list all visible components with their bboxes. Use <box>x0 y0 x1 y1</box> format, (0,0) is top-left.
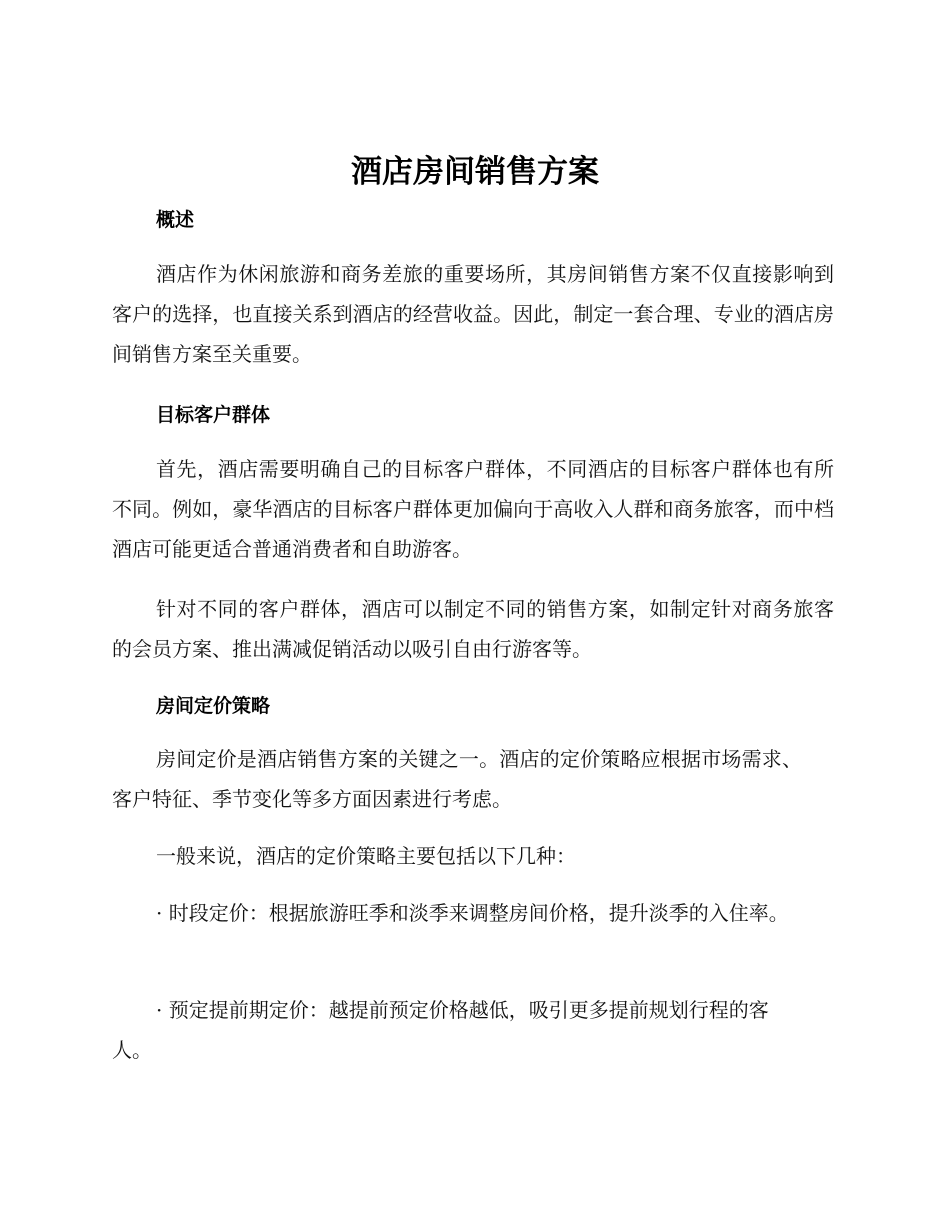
paragraph-target-customers-2: 针对不同的客户群体，酒店可以制定不同的销售方案，如制定针对商务旅客的会员方案、推出满减促销活动以吸引自由行游客等。 <box>112 597 834 661</box>
section-heading-pricing-strategy: 房间定价策略 <box>156 695 271 717</box>
document-title: 酒店房间销售方案 <box>351 154 599 190</box>
paragraph-pricing-strategy-1: 房间定价是酒店销售方案的关键之一。酒店的定价策略应根据市场需求、客户特征、季节变化等多方面因素进行考虑。 <box>112 747 802 811</box>
paragraph-pricing-strategy-2: 一般来说，酒店的定价策略主要包括以下几种： <box>156 844 576 868</box>
bullet-advance-booking-pricing: · 预定提前期定价：越提前预定价格越低，吸引更多提前规划行程的客人。 <box>112 998 769 1062</box>
section-heading-overview: 概述 <box>156 209 195 231</box>
paragraph-overview: 酒店作为休闲旅游和商务差旅的重要场所，其房间销售方案不仅直接影响到客户的选择，也直接关系到酒店的经营收益。因此，制定一套合理、专业的酒店房间销售方案至关重要。 <box>112 262 834 366</box>
bullet-time-based-pricing: · 时段定价：根据旅游旺季和淡季来调整房间价格，提升淡季的入住率。 <box>156 901 789 925</box>
paragraph-target-customers-1: 首先，酒店需要明确自己的目标客户群体，不同酒店的目标客户群体也有所不同。例如，豪华酒店的目标客户群体更加偏向于高收入人群和商务旅客，而中档酒店可能更适合普通消费者和自助游客。 <box>112 457 834 561</box>
section-heading-target-customers: 目标客户群体 <box>156 404 271 426</box>
